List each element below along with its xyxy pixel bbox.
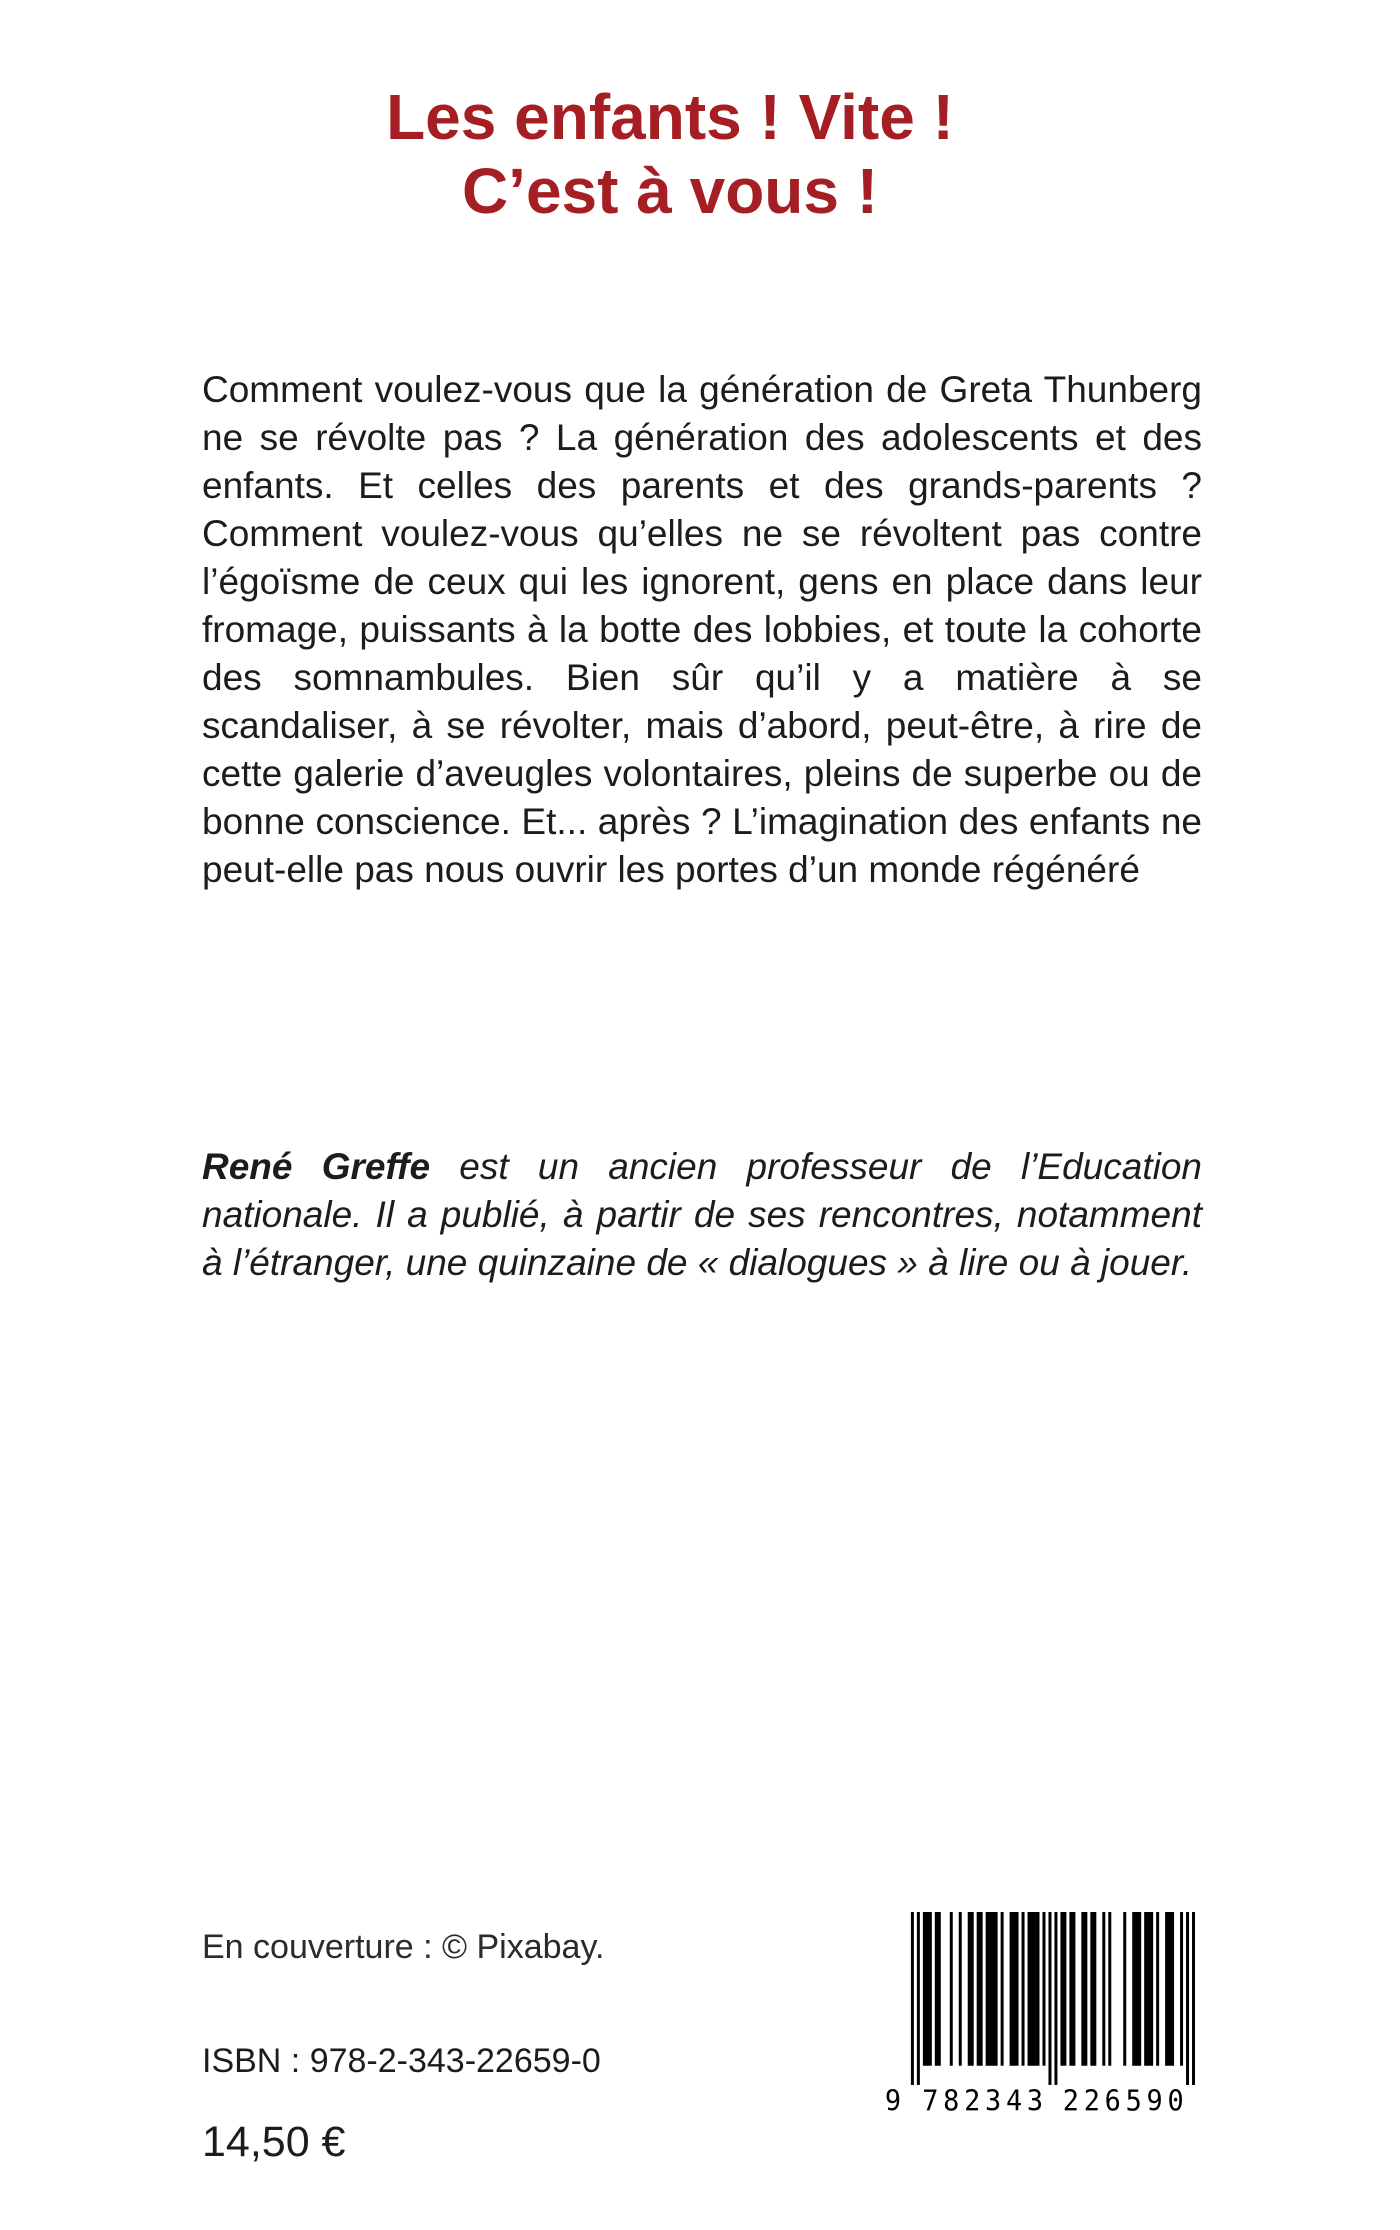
svg-text:4: 4 [1005, 2083, 1023, 2117]
svg-text:9: 9 [1146, 2083, 1163, 2117]
svg-text:7: 7 [922, 2083, 939, 2117]
author-name: René Greffe [202, 1146, 431, 1187]
title-line-1: Les enfants ! Vite ! [386, 81, 954, 153]
author-bio-text: est un ancien professeur de l’Education nationale. Il a publié, à partir de ses rencontres, notamment à l’étranger, une quinzaine de « dialogues » à lire ou à jouer. [202, 1146, 1202, 1283]
price-text: 14,50 € [202, 2118, 346, 2166]
svg-text:6: 6 [1104, 2083, 1121, 2117]
title-line-2: C’est à vous ! [461, 155, 879, 227]
isbn-text: ISBN : 978-2-343-22659-0 [202, 2042, 601, 2080]
svg-text:2: 2 [1083, 2083, 1100, 2117]
svg-text:2: 2 [1062, 2083, 1080, 2117]
svg-text:3: 3 [985, 2083, 1002, 2117]
svg-text:2: 2 [964, 2083, 981, 2117]
svg-text:3: 3 [1026, 2083, 1044, 2117]
svg-text:9: 9 [884, 2083, 902, 2117]
cover-credit: En couverture : © Pixabay. [202, 1928, 605, 1966]
svg-text:8: 8 [943, 2083, 960, 2117]
ean13-barcode [878, 1912, 1198, 2117]
book-title [0, 80, 1340, 228]
author-bio [202, 1143, 1202, 1287]
svg-text:5: 5 [1125, 2083, 1142, 2117]
back-cover-blurb: Comment voulez-vous que la génération de Greta Thunberg ne se révolte pas ? La génération des adolescents et des enfants. Et celles des parents et des grands-parents ? Comment voulez-vous qu’elles ne se révoltent pas contre l’égoïsme de ceux qui les ignorent, gens en place dans leur fromage, puissants à la botte des lobbies, et toute la cohorte des somnambules. Bien sûr qu’il y a matière à se scandaliser, à se révolter, mais d’abord, peut-être, à rire de cette galerie d’aveugles volontaires, pleins de superbe ou de bonne conscience. Et... après ? L’imagination des enfants ne peut-elle pas nous ouvrir les portes d’un monde régénéré [202, 369, 1202, 890]
svg-text:0: 0 [1167, 2083, 1184, 2117]
